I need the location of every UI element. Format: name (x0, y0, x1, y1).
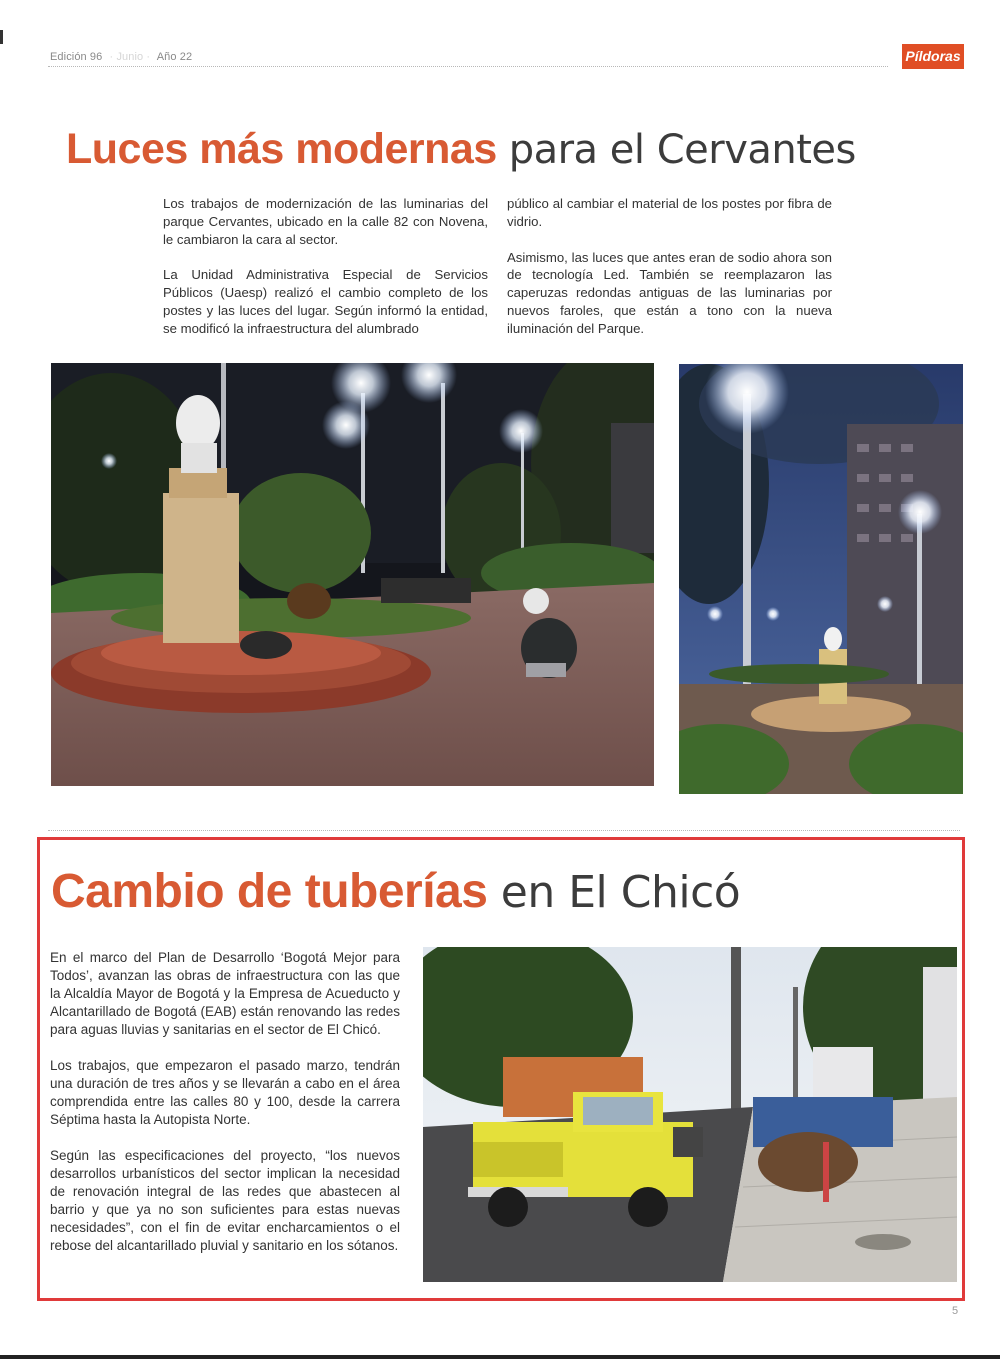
article1-paragraph: La Unidad Administrativa Especial de Servicios Públicos (Uaesp) realizó el cambio completo de los postes y las luces del lugar. Según informó la entidad, se modificó la infraestructura del alumbrado (163, 267, 488, 336)
year-label: Año 22 (156, 51, 193, 63)
header-rule (48, 66, 888, 67)
article2-column (50, 949, 400, 1273)
issue-month: · Junio · (109, 51, 151, 63)
park-lamps-photo (679, 364, 963, 794)
article1-paragraph: Asimismo, las luces que antes eran de sodio ahora son de tecnología Led. También se reemplazaron las caperuzas redondas antiguas de las luminarias por nuevos faroles, que están a tono con la nueva iluminación del Parque. (507, 249, 832, 336)
article2-title (51, 865, 741, 918)
article1-title-bold: Luces más modernas (66, 125, 497, 173)
article2-paragraph: Los trabajos, que empezaron el pasado marzo, tendrán una duración de tres años y se llevarán a cabo en el área comprendida entre las calles 80 y 100, desde la carrera Séptima hasta la Autopista Norte. (50, 1058, 400, 1127)
street-works-photo (423, 947, 957, 1282)
article2-paragraph: En el marco del Plan de Desarrollo ‘Bogotá Mejor para Todos’, avanzan las obras de infraestructura con las que la Alcaldía Mayor de Bogotá y la Empresa de Acueducto y Alcantarillado de Bogotá (EAB) están renovando las redes para aguas lluvias y sanitarias en el sector de El Chicó. (50, 950, 400, 1037)
section-tag: Píldoras (902, 44, 964, 69)
article2-title-light: en El Chicó (500, 867, 741, 918)
article1-title (66, 125, 856, 173)
article1-paragraph: Los trabajos de modernización de las luminarias del parque Cervantes, ubicado en la calle 82 con Novena, le cambiaron la cara al sector. (163, 196, 488, 247)
crop-mark (0, 30, 3, 44)
article2-paragraph: Según las especificaciones del proyecto, “los nuevos desarrollos urbanísticos del sector implican la necesidad de renovación integral de las redes que abastecen al barrio y que ya no son suficientes para estas nuevas necesidades”, con el fin de evitar encharcamientos o el rebose del alcantarillado pluvial y sanitario en los sótanos. (50, 1148, 400, 1253)
issue-info (50, 51, 192, 63)
article1-column-1 (163, 195, 488, 356)
park-night-photo (51, 363, 654, 786)
page-number: 5 (952, 1305, 959, 1317)
section-divider (48, 830, 960, 831)
article1-paragraph: público al cambiar el material de los postes por fibra de vidrio. (507, 196, 832, 229)
article2-title-bold: Cambio de tuberías (51, 865, 488, 918)
article1-title-light: para el Cervantes (508, 127, 856, 173)
article1-column-2 (507, 195, 832, 356)
page-bottom-edge (0, 1355, 1000, 1359)
edition-label: Edición 96 (50, 51, 103, 63)
